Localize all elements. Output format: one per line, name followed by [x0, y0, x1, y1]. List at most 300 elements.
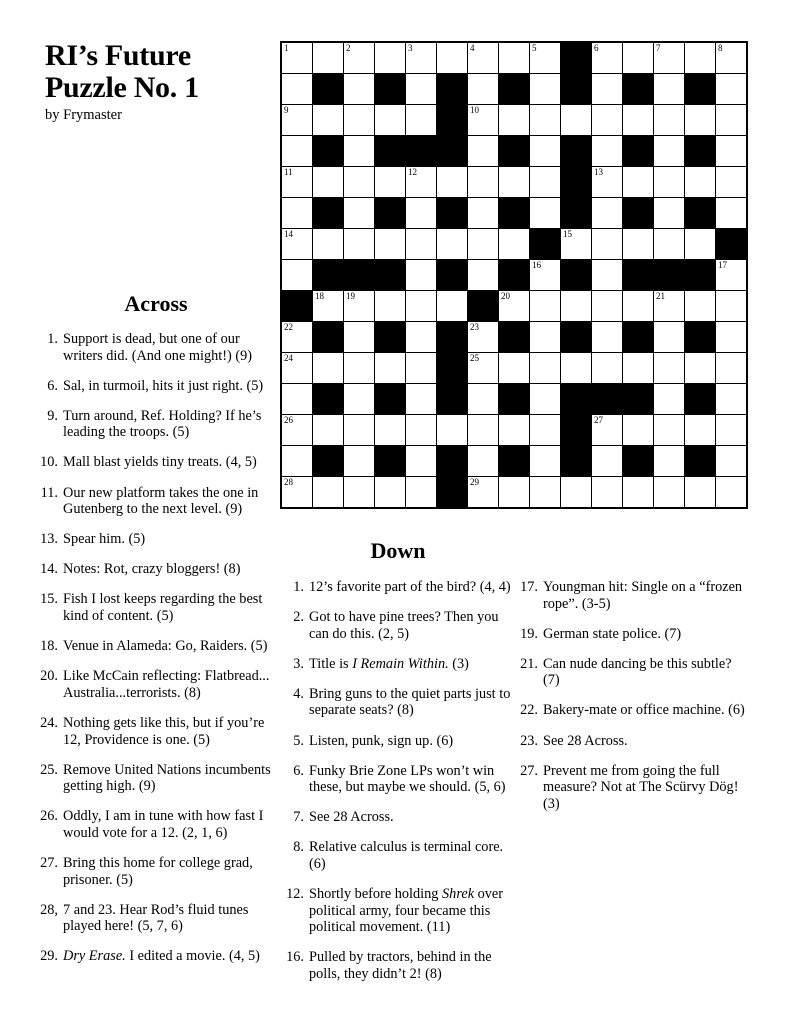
grid-cell[interactable]	[592, 43, 622, 73]
down-clue	[517, 656, 749, 689]
cell-number: 24	[284, 353, 293, 363]
clue-text-segment: German state police. (7)	[543, 625, 682, 642]
grid-cell[interactable]	[685, 43, 715, 73]
grid-cell-black	[623, 322, 653, 352]
grid-cell[interactable]	[530, 43, 560, 73]
cell-number: 28	[284, 477, 293, 487]
grid-cell[interactable]	[592, 260, 622, 290]
grid-cell[interactable]	[654, 415, 684, 445]
grid-cell[interactable]	[592, 446, 622, 476]
down-clue	[283, 656, 514, 673]
grid-cell[interactable]	[313, 105, 343, 135]
cell-number: 20	[501, 291, 510, 301]
clue-text-italic-segment: Dry Erase.	[63, 948, 126, 965]
grid-cell[interactable]	[468, 229, 498, 259]
grid-cell[interactable]	[282, 105, 312, 135]
across-clue	[40, 408, 272, 441]
cell-number: 5	[532, 43, 537, 53]
cell-number: 22	[284, 322, 293, 332]
grid-cell[interactable]	[282, 43, 312, 73]
grid-cell[interactable]	[375, 415, 405, 445]
grid-cell[interactable]	[282, 384, 312, 414]
cell-number: 15	[563, 229, 572, 239]
clue-number: 17.	[520, 579, 538, 595]
grid-cell-black	[499, 136, 529, 166]
puzzle-title-line1: RI’s Future	[45, 39, 191, 72]
grid-cell[interactable]	[344, 43, 374, 73]
grid-cell[interactable]	[344, 229, 374, 259]
grid-cell[interactable]	[375, 353, 405, 383]
grid-cell-black	[561, 43, 591, 73]
grid-cell-black	[313, 198, 343, 228]
grid-cell[interactable]	[406, 167, 436, 197]
grid-cell-black	[282, 291, 312, 321]
clue-number: 29.	[40, 948, 58, 965]
cell-number: 21	[656, 291, 665, 301]
across-clue	[40, 668, 272, 701]
clue-number: 18.	[40, 638, 58, 655]
grid-cell-black	[437, 74, 467, 104]
clue-text	[63, 668, 272, 701]
grid-cell[interactable]	[685, 229, 715, 259]
grid-cell[interactable]	[468, 260, 498, 290]
grid-cell-black	[437, 105, 467, 135]
down-clue	[283, 763, 514, 796]
clue-text-segment: Like McCain reflecting: Flatbread... Australia...terrorists. (8)	[63, 668, 270, 701]
grid-cell[interactable]	[313, 415, 343, 445]
grid-cell[interactable]	[654, 291, 684, 321]
clue-text	[63, 485, 272, 518]
grid-cell[interactable]	[375, 229, 405, 259]
grid-cell[interactable]	[623, 415, 653, 445]
grid-cell[interactable]	[468, 136, 498, 166]
grid-cell[interactable]	[375, 477, 405, 507]
grid-cell[interactable]	[654, 105, 684, 135]
clue-text	[63, 591, 272, 624]
grid-cell[interactable]	[716, 105, 746, 135]
grid-cell[interactable]	[344, 136, 374, 166]
cell-number: 27	[594, 415, 603, 425]
grid-cell[interactable]	[499, 105, 529, 135]
down-clue	[517, 763, 749, 813]
grid-cell-black	[561, 384, 591, 414]
across-section	[40, 292, 272, 978]
down-clue	[283, 949, 514, 982]
clue-number: 8.	[293, 839, 304, 856]
clue-text-italic-segment: Shrek	[442, 886, 475, 903]
grid-cell-black	[344, 260, 374, 290]
grid-cell[interactable]	[623, 167, 653, 197]
grid-cell[interactable]	[499, 43, 529, 73]
grid-cell[interactable]	[375, 291, 405, 321]
grid-cell[interactable]	[592, 415, 622, 445]
across-clue	[40, 715, 272, 748]
clue-text	[63, 378, 272, 395]
grid-cell[interactable]	[716, 415, 746, 445]
grid-cell[interactable]	[499, 291, 529, 321]
grid-cell[interactable]	[716, 198, 746, 228]
cell-number: 26	[284, 415, 293, 425]
grid-cell[interactable]	[592, 322, 622, 352]
grid-cell[interactable]	[344, 198, 374, 228]
grid-cell-black	[499, 384, 529, 414]
clue-text-segment: Prevent me from going the full measure? Not at The Scürvy Dög! (3)	[543, 762, 739, 812]
grid-cell[interactable]	[654, 167, 684, 197]
grid-cell[interactable]	[654, 43, 684, 73]
grid-cell[interactable]	[530, 353, 560, 383]
clue-text-segment: Remove United Nations incumbents getting high. (9)	[63, 761, 271, 795]
grid-cell[interactable]	[313, 291, 343, 321]
grid-cell[interactable]	[406, 198, 436, 228]
grid-cell[interactable]	[437, 415, 467, 445]
grid-cell[interactable]	[344, 353, 374, 383]
grid-cell[interactable]	[282, 446, 312, 476]
clue-text-segment: 12’s favorite part of the bird? (4, 4)	[309, 579, 511, 595]
clue-text-italic-segment: I Remain Within.	[352, 655, 449, 672]
grid-cell-black	[623, 74, 653, 104]
clue-number: 20.	[40, 668, 58, 685]
grid-cell[interactable]	[406, 446, 436, 476]
grid-cell-black	[685, 136, 715, 166]
clue-text	[63, 408, 272, 441]
grid-cell[interactable]	[282, 229, 312, 259]
grid-cell[interactable]	[654, 384, 684, 414]
grid-cell[interactable]	[716, 167, 746, 197]
grid-cell[interactable]	[406, 291, 436, 321]
grid-cell[interactable]	[654, 198, 684, 228]
down-clue	[517, 579, 749, 612]
clue-text-segment: Listen, punk, sign up. (6)	[309, 732, 454, 749]
grid-cell[interactable]	[313, 477, 343, 507]
grid-cell-black	[499, 74, 529, 104]
cell-number: 19	[346, 291, 355, 301]
cell-number: 10	[470, 105, 479, 115]
clue-text-segment: (3)	[448, 655, 469, 672]
clue-number: 7.	[293, 809, 304, 826]
grid-cell[interactable]	[468, 74, 498, 104]
clue-text	[543, 579, 749, 612]
grid-cell[interactable]	[716, 353, 746, 383]
grid-cell[interactable]	[313, 43, 343, 73]
clue-text-segment: Bring guns to the quiet parts just to separate seats? (8)	[309, 685, 511, 719]
clue-number: 6.	[293, 762, 304, 779]
clue-text-segment: Notes: Rot, crazy bloggers! (8)	[63, 561, 241, 578]
grid-cell-black	[406, 136, 436, 166]
clue-number: 10.	[40, 454, 58, 471]
grid-cell[interactable]	[654, 446, 684, 476]
grid-cell[interactable]	[654, 353, 684, 383]
clue-number: 13.	[40, 531, 58, 548]
grid-cell[interactable]	[406, 384, 436, 414]
grid-cell[interactable]	[499, 229, 529, 259]
clue-text-segment: I edited a movie. (4, 5)	[125, 948, 260, 965]
cell-number: 2	[346, 43, 351, 53]
grid-cell[interactable]	[623, 353, 653, 383]
grid-cell[interactable]	[499, 477, 529, 507]
grid-cell[interactable]	[592, 353, 622, 383]
grid-cell[interactable]	[530, 477, 560, 507]
grid-cell[interactable]	[406, 415, 436, 445]
grid-cell[interactable]	[282, 74, 312, 104]
down-clue	[283, 733, 514, 750]
grid-cell[interactable]	[716, 446, 746, 476]
grid-cell-black	[685, 322, 715, 352]
grid-cell[interactable]	[685, 415, 715, 445]
clue-number: 3.	[293, 655, 304, 672]
grid-cell[interactable]	[282, 198, 312, 228]
grid-cell-black	[437, 477, 467, 507]
grid-cell[interactable]	[282, 260, 312, 290]
grid-cell[interactable]	[530, 198, 560, 228]
grid-cell[interactable]	[685, 477, 715, 507]
grid-cell[interactable]	[530, 136, 560, 166]
clue-number: 12.	[286, 886, 304, 903]
grid-cell-black	[437, 136, 467, 166]
clue-number: 6.	[47, 377, 58, 394]
grid-cell[interactable]	[654, 136, 684, 166]
grid-cell[interactable]	[375, 167, 405, 197]
clue-text	[63, 808, 272, 841]
clue-text	[309, 839, 514, 872]
grid-cell[interactable]	[530, 446, 560, 476]
grid-cell[interactable]	[406, 105, 436, 135]
grid-cell-black	[561, 167, 591, 197]
grid-cell[interactable]	[313, 167, 343, 197]
clue-text-segment: Shortly before holding	[309, 886, 443, 903]
clue-number: 27.	[520, 762, 538, 779]
grid-cell[interactable]	[716, 260, 746, 290]
across-clue	[40, 855, 272, 888]
clue-text-segment: Mall blast yields tiny treats. (4, 5)	[63, 454, 257, 471]
grid-cell-black	[313, 446, 343, 476]
grid-cell[interactable]	[530, 74, 560, 104]
grid-cell[interactable]	[592, 136, 622, 166]
clue-text-segment: Pulled by tractors, behind in the polls, they didn’t 2! (8)	[309, 949, 492, 982]
grid-cell[interactable]	[716, 291, 746, 321]
grid-cell[interactable]	[437, 229, 467, 259]
grid-cell[interactable]	[468, 384, 498, 414]
grid-cell[interactable]	[344, 415, 374, 445]
grid-cell[interactable]	[592, 74, 622, 104]
grid-cell[interactable]	[468, 43, 498, 73]
grid-cell[interactable]	[561, 291, 591, 321]
grid-cell-black	[623, 260, 653, 290]
across-clue-list	[40, 331, 272, 965]
cell-number: 29	[470, 477, 479, 487]
grid-cell[interactable]	[592, 291, 622, 321]
grid-cell[interactable]	[468, 198, 498, 228]
grid-cell[interactable]	[561, 353, 591, 383]
grid-cell[interactable]	[592, 477, 622, 507]
grid-cell[interactable]	[344, 291, 374, 321]
grid-cell[interactable]	[468, 322, 498, 352]
clue-text	[309, 609, 514, 642]
cell-number: 12	[408, 167, 417, 177]
clue-text	[309, 656, 514, 673]
clue-text	[309, 763, 514, 796]
grid-cell-black	[437, 446, 467, 476]
down-clue-list-col2	[517, 579, 749, 826]
grid-cell[interactable]	[685, 105, 715, 135]
grid-cell[interactable]	[654, 74, 684, 104]
grid-cell[interactable]	[654, 229, 684, 259]
clue-number: 16.	[286, 949, 304, 966]
grid-cell[interactable]	[561, 229, 591, 259]
grid-cell[interactable]	[468, 105, 498, 135]
clue-text	[63, 638, 272, 655]
grid-cell[interactable]	[654, 322, 684, 352]
grid-cell[interactable]	[375, 105, 405, 135]
grid-cell[interactable]	[716, 136, 746, 166]
clue-text	[63, 902, 272, 935]
grid-cell[interactable]	[499, 167, 529, 197]
across-clue	[40, 454, 272, 471]
grid-cell-black	[561, 322, 591, 352]
grid-cell-black	[375, 446, 405, 476]
grid-cell[interactable]	[282, 136, 312, 166]
grid-cell[interactable]	[685, 291, 715, 321]
grid-cell[interactable]	[592, 229, 622, 259]
grid-cell-black	[437, 322, 467, 352]
grid-cell[interactable]	[685, 353, 715, 383]
clue-number: 1.	[293, 579, 304, 595]
grid-cell[interactable]	[437, 167, 467, 197]
grid-cell[interactable]	[344, 322, 374, 352]
grid-cell[interactable]	[623, 43, 653, 73]
grid-cell[interactable]	[406, 260, 436, 290]
grid-cell-black	[375, 74, 405, 104]
grid-cell[interactable]	[716, 43, 746, 73]
grid-cell[interactable]	[716, 74, 746, 104]
grid-cell[interactable]	[592, 167, 622, 197]
clue-number: 27.	[40, 854, 58, 871]
grid-cell[interactable]	[344, 74, 374, 104]
across-clue	[40, 591, 272, 624]
grid-cell[interactable]	[282, 322, 312, 352]
cell-number: 14	[284, 229, 293, 239]
grid-cell[interactable]	[623, 229, 653, 259]
grid-cell[interactable]	[530, 322, 560, 352]
grid-cell[interactable]	[406, 322, 436, 352]
grid-cell[interactable]	[530, 260, 560, 290]
clue-text	[309, 686, 514, 719]
grid-cell-black	[685, 260, 715, 290]
down-clue	[517, 733, 749, 750]
grid-cell[interactable]	[623, 477, 653, 507]
clue-text-segment: Title is	[309, 655, 353, 672]
grid-cell[interactable]	[530, 291, 560, 321]
grid-cell-black	[375, 322, 405, 352]
across-clue	[40, 485, 272, 518]
grid-cell[interactable]	[375, 43, 405, 73]
grid-cell[interactable]	[623, 105, 653, 135]
grid-cell[interactable]	[282, 167, 312, 197]
grid-cell-black	[499, 446, 529, 476]
grid-cell[interactable]	[561, 477, 591, 507]
grid-cell[interactable]	[499, 415, 529, 445]
grid-cell[interactable]	[468, 446, 498, 476]
clue-text-segment: 7 and 23. Hear Rod’s fluid tunes played here! (5, 7, 6)	[63, 901, 249, 935]
grid-cell-black	[437, 353, 467, 383]
grid-cell[interactable]	[437, 43, 467, 73]
grid-cell[interactable]	[592, 198, 622, 228]
cell-number: 1	[284, 43, 289, 53]
grid-cell[interactable]	[313, 353, 343, 383]
grid-cell[interactable]	[499, 353, 529, 383]
cell-number: 3	[408, 43, 413, 53]
across-clue	[40, 531, 272, 548]
clue-text	[309, 949, 514, 982]
grid-cell-black	[561, 136, 591, 166]
grid-cell[interactable]	[344, 167, 374, 197]
grid-cell[interactable]	[530, 384, 560, 414]
grid-cell[interactable]	[282, 415, 312, 445]
grid-cell-black	[437, 260, 467, 290]
grid-cell-black	[623, 136, 653, 166]
grid-cell[interactable]	[406, 43, 436, 73]
grid-cell[interactable]	[344, 105, 374, 135]
clue-text-segment: Turn around, Ref. Holding? If he’s leading the troops. (5)	[63, 407, 262, 441]
grid-cell[interactable]	[437, 291, 467, 321]
clue-text-segment: over political army, four became this political movement. (11)	[309, 886, 504, 936]
grid-cell[interactable]	[623, 291, 653, 321]
clue-number: 2.	[293, 609, 304, 626]
grid-cell[interactable]	[344, 446, 374, 476]
clue-text	[309, 733, 514, 750]
grid-cell[interactable]	[530, 167, 560, 197]
clue-text-segment: Sal, in turmoil, hits it just right. (5)	[63, 377, 264, 394]
grid-cell[interactable]	[654, 477, 684, 507]
clue-text-segment: Youngman hit: Single on a “frozen rope”. (3-5)	[543, 579, 743, 612]
grid-cell[interactable]	[716, 477, 746, 507]
clue-number: 26.	[40, 808, 58, 825]
grid-cell[interactable]	[313, 229, 343, 259]
clue-number: 23.	[520, 732, 538, 749]
clue-number: 9.	[47, 407, 58, 424]
crossword-grid	[280, 41, 748, 509]
grid-cell-black	[561, 446, 591, 476]
grid-cell[interactable]	[592, 105, 622, 135]
grid-cell[interactable]	[716, 322, 746, 352]
grid-cell[interactable]	[468, 415, 498, 445]
clue-text	[543, 626, 749, 643]
grid-cell[interactable]	[406, 229, 436, 259]
grid-cell[interactable]	[344, 477, 374, 507]
grid-cell[interactable]	[530, 105, 560, 135]
across-clue	[40, 902, 272, 935]
grid-cell[interactable]	[468, 353, 498, 383]
grid-cell[interactable]	[468, 477, 498, 507]
grid-cell[interactable]	[685, 167, 715, 197]
grid-cell[interactable]	[406, 353, 436, 383]
clue-text	[543, 763, 749, 813]
grid-cell[interactable]	[530, 415, 560, 445]
clue-text	[63, 855, 272, 888]
clue-number: 21.	[520, 655, 538, 672]
clue-text-segment: Fish I lost keeps regarding the best kind of content. (5)	[63, 591, 263, 625]
grid-cell[interactable]	[282, 477, 312, 507]
grid-cell[interactable]	[282, 353, 312, 383]
grid-cell-black	[375, 136, 405, 166]
clue-text-segment: Support is dead, but one of our writers did. (And one might!) (9)	[63, 331, 252, 364]
grid-cell[interactable]	[716, 384, 746, 414]
grid-cell[interactable]	[561, 105, 591, 135]
grid-cell[interactable]	[406, 74, 436, 104]
grid-cell[interactable]	[468, 167, 498, 197]
grid-cell-black	[437, 198, 467, 228]
grid-cell[interactable]	[406, 477, 436, 507]
grid-cell[interactable]	[344, 384, 374, 414]
